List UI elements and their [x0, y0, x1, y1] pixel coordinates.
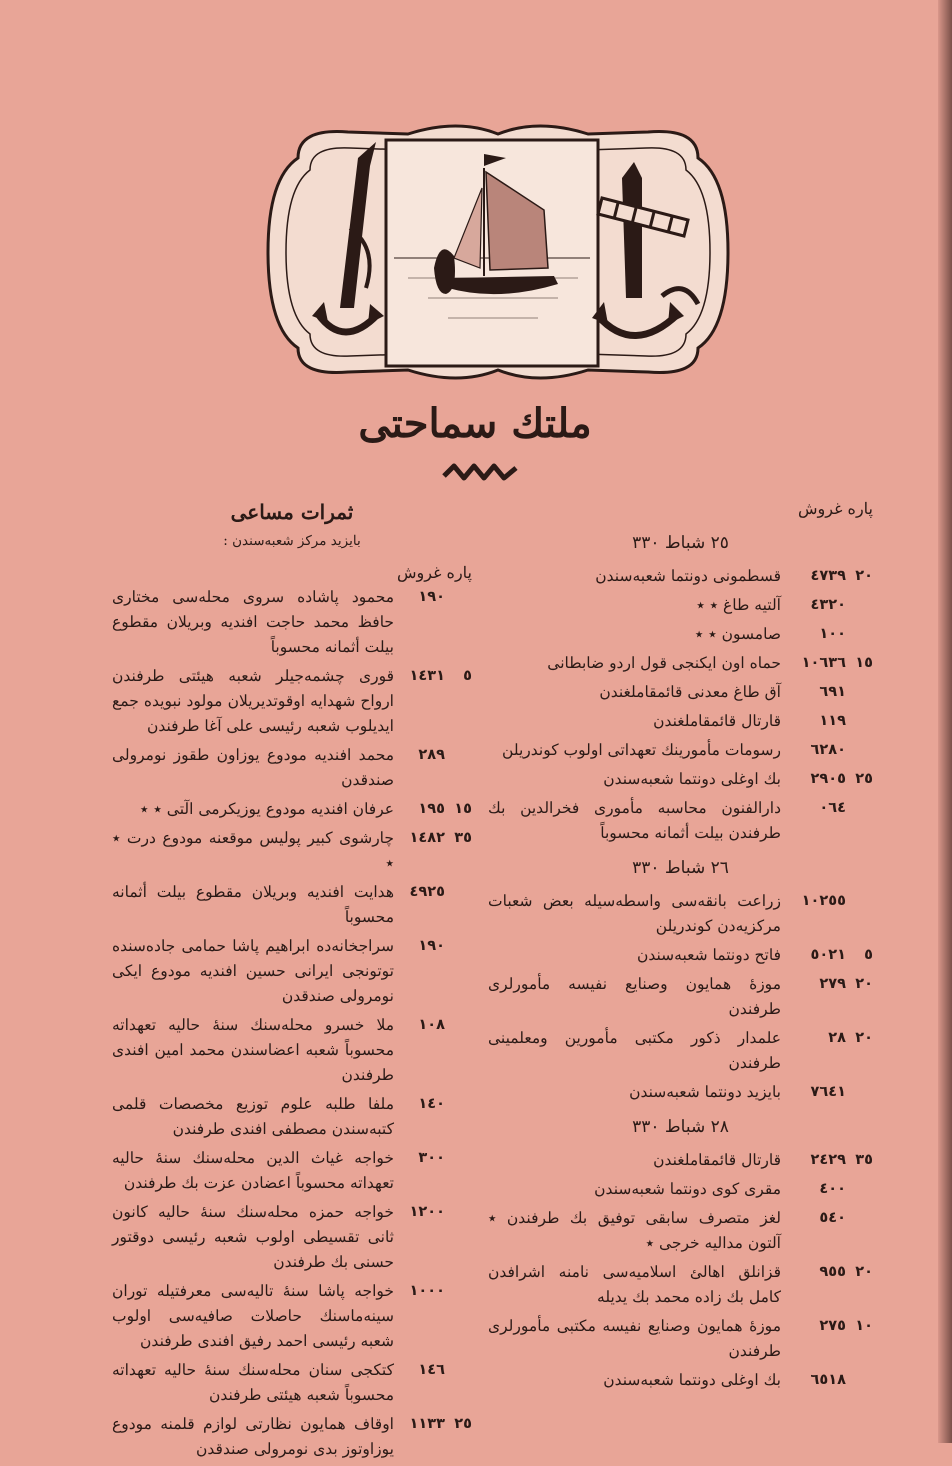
- entry-text: كتكجى سنان محله‌سنك سنهٔ حاليه تعهداته محسوباً شعبه هيئتى طرفندن: [112, 1361, 394, 1404]
- list-item: [112, 1358, 472, 1408]
- date-heading: ٢٥ شباط ٣٣٠: [632, 533, 729, 553]
- amount: ٣٠٠: [418, 1150, 445, 1166]
- amount: ١٤٦: [418, 1362, 445, 1378]
- entry-text: قزانلق اهالئ اسلاميه‌سى نامنه اشرافدن كامل بك زاده محمد بك يديله: [488, 1263, 781, 1306]
- amount: ١٠ ٢٧٥: [819, 1318, 873, 1334]
- list-item: [112, 1092, 472, 1142]
- amount: ١٩٠: [418, 938, 445, 954]
- list-item: [488, 1026, 873, 1076]
- date-group: [488, 1115, 873, 1393]
- amount: ١٢٠٠: [409, 1204, 445, 1220]
- list-item: [488, 651, 873, 676]
- amount: ١٠٨: [418, 1017, 445, 1033]
- entry-text: قسطمونى دونتما شعبه‌سندن: [595, 567, 781, 585]
- entry-text: اوقاف همايون نظارتى لوازم قلمنه مودوع يوزاوتوز بدى نومرولى صندقدن: [112, 1415, 394, 1458]
- list-item: [488, 943, 873, 968]
- amount: ٧٦٤١: [810, 1084, 846, 1100]
- amount: ٤٣٢٠: [810, 597, 846, 613]
- entry-text: علمدار ذكور مكتبى مأمورين ومعلمينى طرفندن: [488, 1029, 781, 1072]
- amount: ٢٠ ٢٧٩: [819, 976, 873, 992]
- entry-text: موزهٔ همايون وصنايع نفيسه مأمورلرى طرفندن: [488, 975, 781, 1018]
- section-subtitle: بايزيد مركز شعبه‌سندن :: [223, 533, 361, 549]
- amount: ١٠٠: [819, 626, 846, 642]
- amount: ١٥ ١٩٥: [418, 801, 472, 817]
- amount: ٢٠ ٩٥٥: [819, 1264, 873, 1280]
- amount: ١٤٠: [418, 1096, 445, 1112]
- list-item: [488, 1148, 873, 1173]
- list-item: [112, 1412, 472, 1462]
- amount: ٢٥ ١١٣٣: [409, 1416, 472, 1432]
- list-item: [112, 826, 472, 876]
- list-item: [488, 738, 873, 763]
- ship-and-anchors-illustration: [258, 118, 738, 386]
- amount: ١٠٠٠: [409, 1283, 445, 1299]
- amount: ٣٥ ٢٤٢٩: [810, 1152, 873, 1168]
- entry-text: صامسون ٭ ٭: [694, 625, 781, 643]
- list-item: [112, 1200, 472, 1275]
- date-heading: ٢٨ شباط ٣٣٠: [632, 1117, 729, 1137]
- amount: ٠٦٤: [819, 800, 846, 816]
- entry-text: رسومات مأمورينك تعهداتى اولوب كوندريلن: [502, 741, 781, 759]
- entry-text: مقرى كوى دونتما شعبه‌سندن: [594, 1180, 781, 1198]
- list-item: [488, 1206, 873, 1256]
- magazine-title: ملتك سماحتى: [358, 400, 592, 447]
- list-item: [488, 1260, 873, 1310]
- list-item: [112, 1279, 472, 1354]
- entry-text: هدايت افنديه وبريلان مقطوع بيلت أثمانه محسوباً: [112, 883, 394, 926]
- list-item: [488, 1368, 873, 1393]
- entry-text: قورى چشمه‌جيلر شعبه هيئتى طرفندن ارواح شهدايه اوقوتديريلان مولود نبويده جمع ايديلوب شعبه رئيسى على آغا طرفندن: [112, 667, 394, 735]
- list-item: [488, 796, 873, 846]
- entry-text: حماه اون ايكنجى قول اردو ضابطانى: [547, 654, 781, 672]
- entry-text: ملا خسرو محله‌سنك سنهٔ حاليه تعهداته محسوباً شعبه اعضاسندن محمد امين افندى طرفندن: [112, 1016, 394, 1084]
- entry-text: قارتال قائمقاملغندن: [653, 712, 781, 730]
- list-item: [488, 767, 873, 792]
- list-item: [112, 743, 472, 793]
- entry-text: دارالفنون محاسبه مأمورى فخرالدين بك طرفندن بيلت أثمانه محسوباً: [488, 799, 781, 842]
- amount: ٥٤٠: [819, 1210, 846, 1226]
- amount: ٢٥ ٢٩٠٥: [810, 771, 873, 787]
- entry-text: ملفا طلبه علوم توزيع مخصصات قلمى كتبه‌سندن مصطفى افندى طرفندن: [112, 1095, 394, 1138]
- list-item: [112, 1013, 472, 1088]
- amount: ٤٩٢٥: [409, 884, 445, 900]
- list-item: [488, 972, 873, 1022]
- list-item: [488, 1177, 873, 1202]
- section-title: ثمرات مساعى: [230, 500, 354, 524]
- left-column-section: [112, 496, 472, 1466]
- date-group: [488, 856, 873, 1105]
- currency-header: پاره غروش: [798, 499, 873, 518]
- entry-text: موزهٔ همايون وصنايع نفيسه مكتبى مأمورلرى طرفندن: [488, 1317, 781, 1360]
- right-column-donations: [488, 496, 873, 1397]
- entry-text: چارشوى كبير پوليس موقعنه مودوع درت ٭ ٭: [112, 829, 394, 872]
- list-item: [112, 1146, 472, 1196]
- list-item: [112, 797, 472, 822]
- entry-text: خواجه پاشا سنهٔ تاليه‌سى معرفتيله توران سينه‌ماسنك حاصلات صافيه‌سى اولوب شعبه رئيسى احمد رفيق افندى طرفندن: [112, 1282, 394, 1350]
- page-edge-shadow: [938, 0, 952, 1443]
- entry-text: بك اوغلى دونتما شعبه‌سندن: [603, 1371, 781, 1389]
- entry-text: آلتيه طاغ ٭ ٭: [696, 596, 781, 614]
- list-item: [112, 934, 472, 1009]
- list-item: [112, 585, 472, 660]
- entry-text: محمد افنديه مودوع يوزاون طقوز نومرولى صندقدن: [112, 746, 394, 789]
- zigzag-ornament-icon: [440, 462, 520, 486]
- list-item: [488, 622, 873, 647]
- list-item: [488, 680, 873, 705]
- amount: ٦٩١: [819, 684, 846, 700]
- list-item: [488, 593, 873, 618]
- date-heading: ٢٦ شباط ٣٣٠: [632, 858, 729, 878]
- list-item: [488, 1080, 873, 1105]
- entry-text: خواجه غياث الدين محله‌سنك سنهٔ حاليه تعهداته محسوباً اعضادن عزت بك طرفندن: [112, 1149, 394, 1192]
- entry-text: لغز متصرف سابقى توفيق بك طرفندن ٭ آلتون مداليه خرجى ٭: [488, 1209, 781, 1252]
- amount: ١١٩: [819, 713, 846, 729]
- amount: ٢٠ ٢٨: [828, 1030, 873, 1046]
- list-item: [112, 880, 472, 930]
- entry-text: آق طاغ معدنى قائمقاملغندن: [599, 683, 781, 701]
- entry-text: محمود پاشاده سروى محله‌سى مختارى حافظ محمد حاجت افنديه وبريلان مقطوع بيلت أثمانه محسوباً: [112, 588, 394, 656]
- entry-text: سراجخانه‌ده ابراهيم پاشا حمامى جاده‌سنده توتونجى ايرانى حسين افنديه مودوع ايكى نومرولى صندقدن: [112, 937, 394, 1005]
- list-item: [488, 889, 873, 939]
- entry-text: قارتال قائمقاملغندن: [653, 1151, 781, 1169]
- list-item: [488, 564, 873, 589]
- amount: ٥ ١٤٣١: [409, 668, 472, 684]
- amount: ١٥ ١٠٦٣٦: [801, 655, 873, 671]
- amount: ٤٠٠: [819, 1181, 846, 1197]
- entry-text: بك اوغلى دونتما شعبه‌سندن: [603, 770, 781, 788]
- entry-text: بايزيد دونتما شعبه‌سندن: [629, 1083, 781, 1101]
- amount: ٦٢٨٠: [810, 742, 846, 758]
- amount: ٦٥١٨: [810, 1372, 846, 1388]
- entry-text: فاتح دونتما شعبه‌سندن: [636, 946, 781, 964]
- amount: ٢٨٩: [418, 747, 445, 763]
- amount: ٥ ٥٠٢١: [810, 947, 873, 963]
- date-group: [488, 531, 873, 846]
- list-item: [488, 709, 873, 734]
- entry-text: خواجه حمزه محله‌سنك سنهٔ حاليه كانون ثانى تقسيطى اولوب شعبه رئيسى دوقتور حسنى بك طرفندن: [112, 1203, 394, 1271]
- list-item: [112, 664, 472, 739]
- entry-text: عرفان افنديه مودوع يوزيكرمى الٓتى ٭ ٭: [140, 800, 394, 818]
- amount: ٣٥ ١٤٨٢: [409, 830, 472, 846]
- list-item: [488, 1314, 873, 1364]
- amount: ٢٠ ٤٧٣٩: [810, 568, 873, 584]
- amount: ١٩٠: [418, 589, 445, 605]
- amount: ١٠٢٥٥: [801, 893, 846, 909]
- entry-text: زراعت بانقه‌سى واسطه‌سيله بعض شعبات مركزيه‌دن كوندريلن: [488, 892, 781, 935]
- currency-header: پاره غروش: [397, 563, 472, 582]
